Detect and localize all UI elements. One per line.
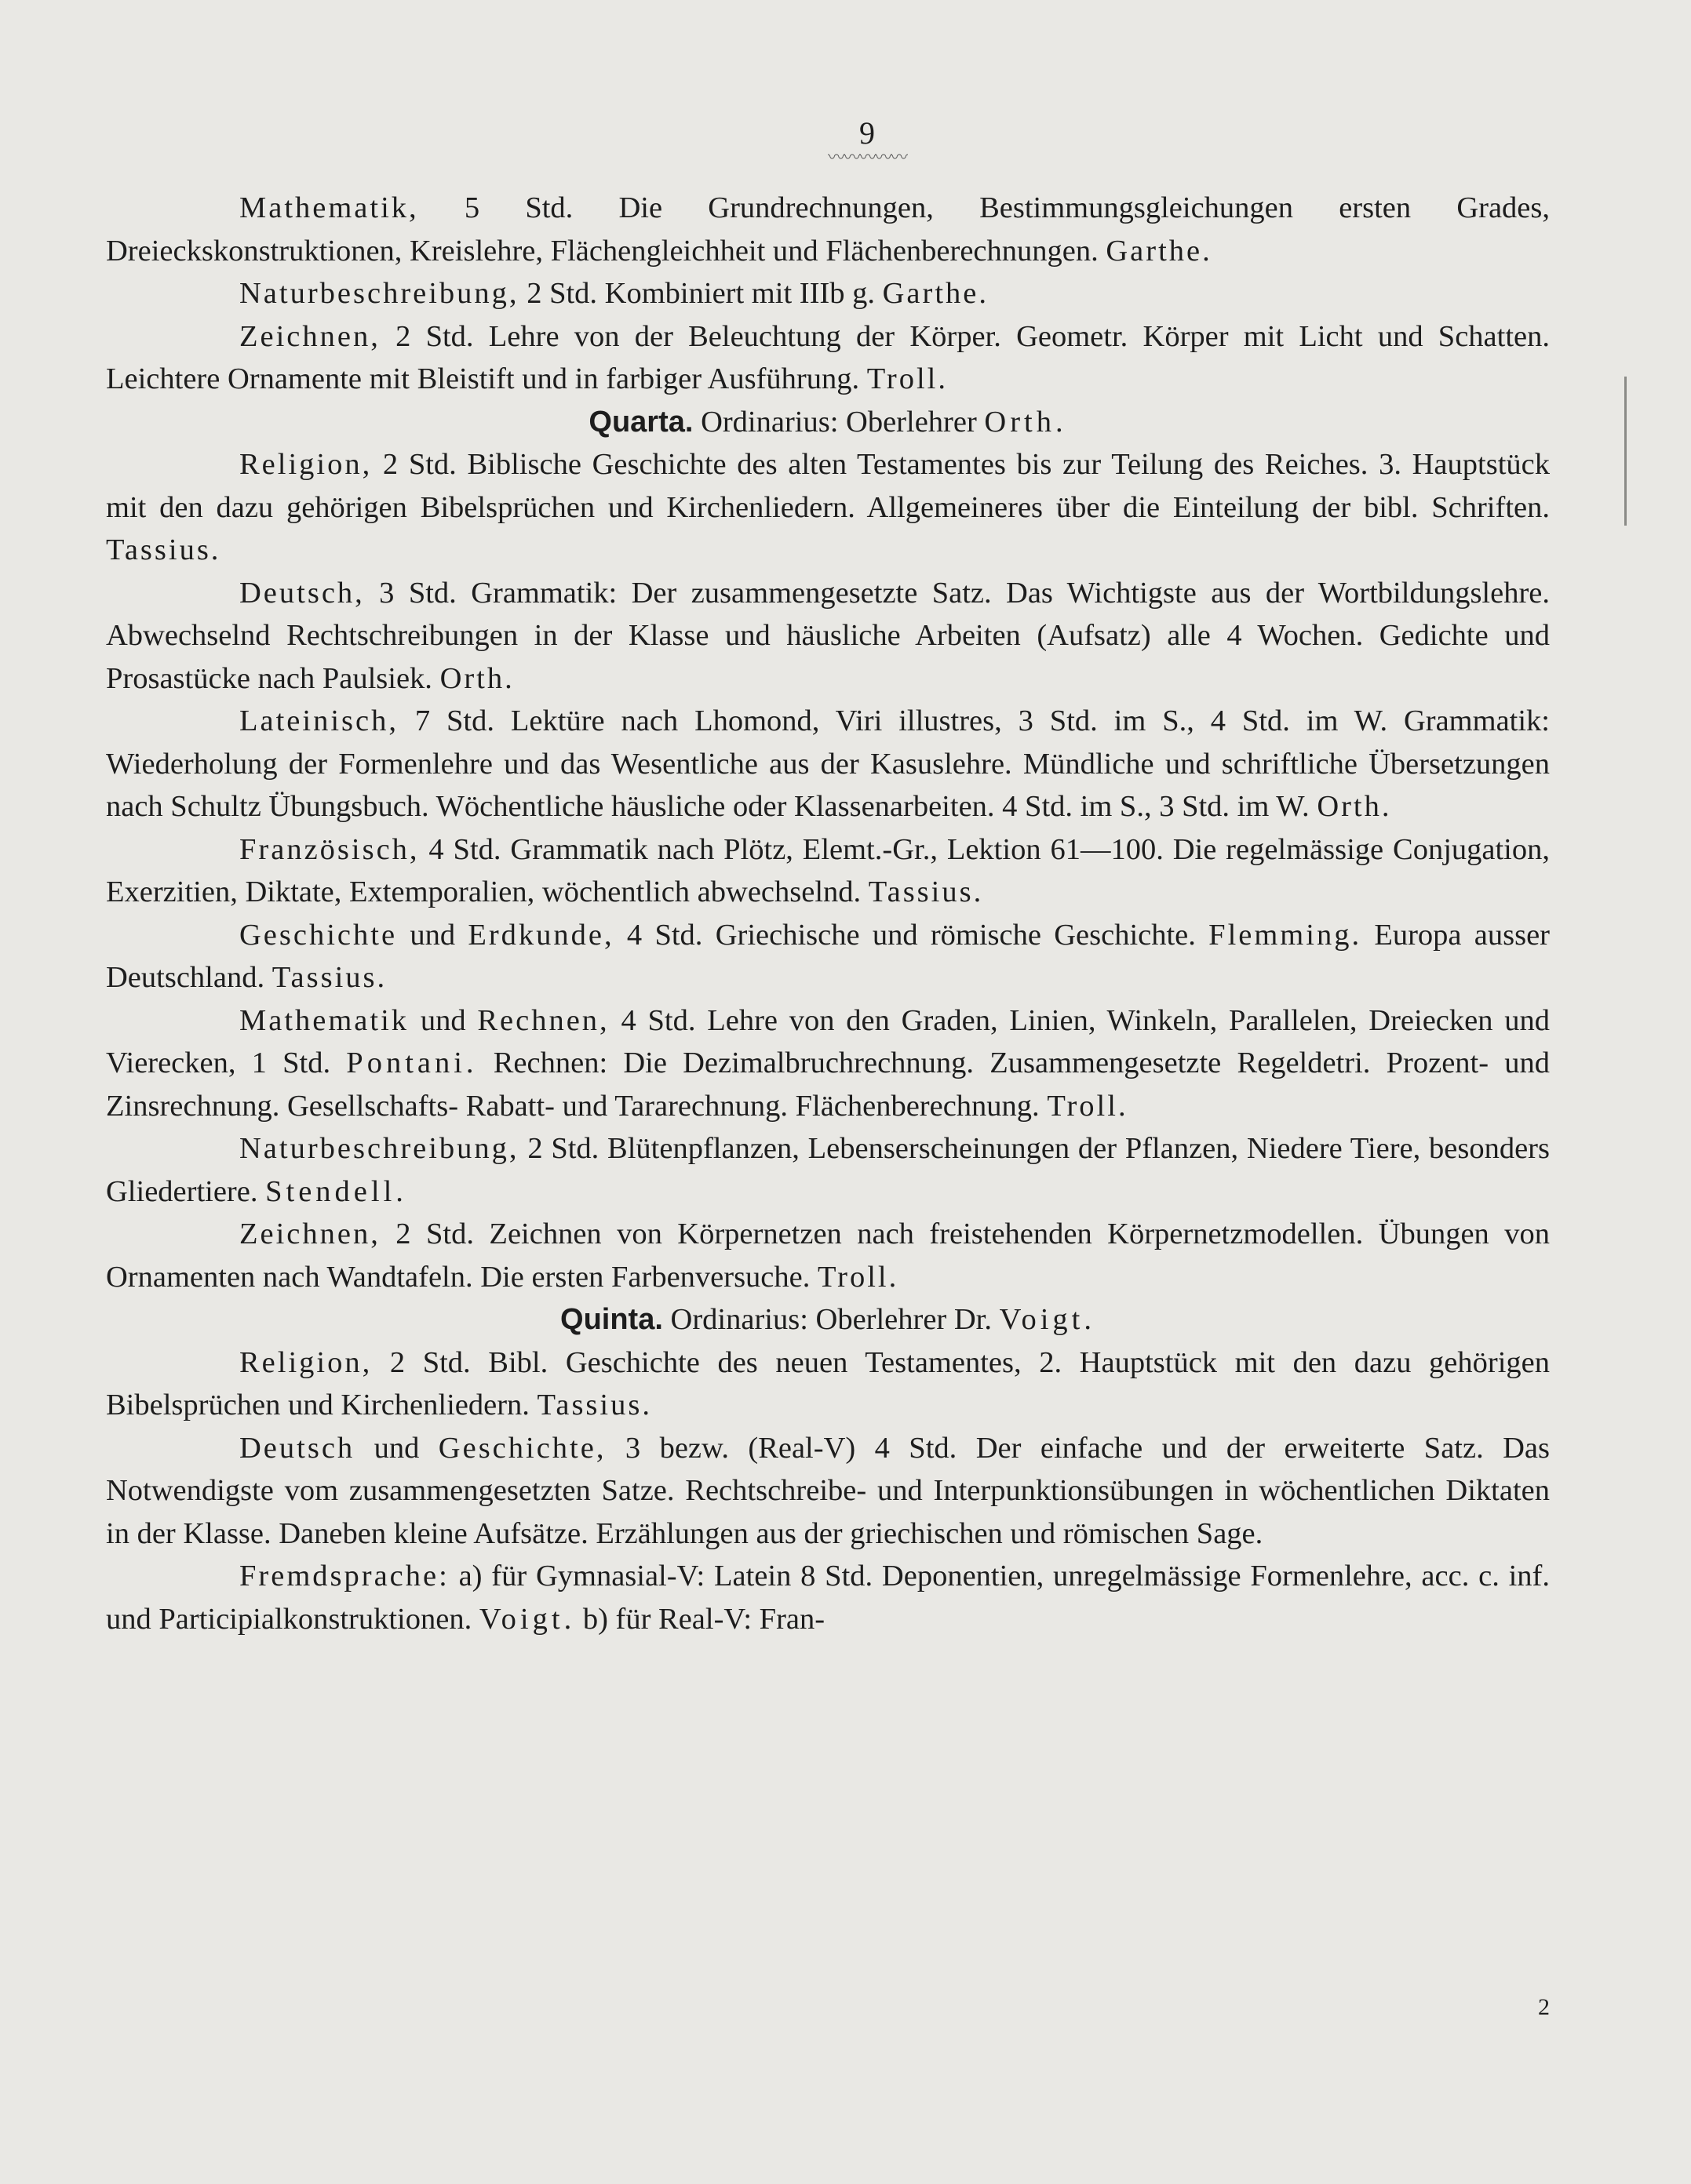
paragraph-zeichnen xyxy=(106,315,1550,401)
teacher-name: Orth. xyxy=(439,661,515,695)
paragraph-text: a) für Gymnasial-V: Latein 8 Std. Deponentien, unregelmässige Formenlehre, acc. c. inf. und Participialkonstruktionen. xyxy=(106,1560,1550,1636)
paragraph-franzoesisch xyxy=(106,828,1550,914)
subject: Geschichte xyxy=(239,918,398,952)
paragraph-deutsch xyxy=(106,572,1550,701)
paragraph-text: 2 Std. Blütenpflanzen, Lebenserscheinungen der Pflanzen, Niedere Tiere, besonders Gliedertiere. xyxy=(106,1132,1550,1208)
paragraph-text: 2 Std. Kombiniert mit IIIb g. xyxy=(519,277,883,310)
teacher-name: Orth. xyxy=(984,405,1067,439)
subject: Naturbeschreibung, xyxy=(239,277,519,310)
subject: Mathematik, xyxy=(239,191,419,224)
paragraph-naturbeschreibung xyxy=(106,272,1550,315)
subject: Deutsch, xyxy=(239,576,365,610)
paragraph-text: 4 Std. Lehre von den Graden, Linien, Winkeln, Parallelen, Dreiecken und Vierecken, 1 Std. xyxy=(106,1003,1550,1079)
teacher-name: Garthe. xyxy=(1106,234,1212,268)
class-name: Quarta. xyxy=(589,405,694,439)
teacher-name: Troll. xyxy=(866,362,948,395)
section-heading-quinta xyxy=(106,1298,1550,1341)
paragraph-religion-quinta xyxy=(106,1341,1550,1427)
paragraph-text: 3 bezw. (Real-V) 4 Std. Der einfache und der erweiterte Satz. Das Notwendigste vom zusammengesetzten Satze. Rechtschreibe- und Interpunktionsübungen in wöchentlichen Diktaten in der Klasse. Daneben kleine Aufsätze. Erzählungen aus der griechischen und römischen Sage. xyxy=(106,1431,1550,1550)
paragraph-text: 3 Std. Grammatik: Der zusammengesetzte Satz. Das Wichtigste aus der Wortbildungslehre. Abwechselnd Rechtschreibungen in der Klasse und häusliche Arbeiten (Aufsatz) alle 4 Wochen. Gedichte und Prosastücke nach Paulsiek. xyxy=(106,576,1550,695)
teacher-name: Flemming. xyxy=(1208,918,1362,952)
teacher-name: Tassius. xyxy=(868,875,984,908)
paragraph-text: 7 Std. Lektüre nach Lhomond, Viri illustres, 3 Std. im S., 4 Std. im W. Grammatik: Wiederholung der Formenlehre und das Wesentliche aus der Kasuslehre. Mündliche und schriftliche Übersetzungen nach Schultz Übungsbuch. Wöchentliche häusliche oder Klassenarbeiten. 4 Std. im S., 3 Std. im W. xyxy=(106,704,1550,823)
teacher-name: Orth. xyxy=(1317,790,1392,823)
subject: Zeichnen, xyxy=(239,319,381,353)
teacher-name: Pontani. xyxy=(346,1046,478,1079)
subject: Mathematik xyxy=(239,1003,410,1037)
teacher-name: Garthe. xyxy=(882,277,989,310)
subject: Lateinisch, xyxy=(239,704,399,737)
subject: Naturbeschreibung, xyxy=(239,1132,519,1165)
paragraph-text-secondary: Europa ausser Deutschland. xyxy=(106,918,1551,994)
body-text xyxy=(106,187,1550,1640)
paragraph-text: 2 Std. Zeichnen von Körpernetzen nach freistehenden Körpernetzmodellen. Übungen von Ornamenten nach Wandtafeln. Die ersten Farbenversuche. xyxy=(106,1218,1550,1294)
teacher-name-secondary: Troll. xyxy=(1047,1089,1128,1123)
conjunction: und xyxy=(355,1431,439,1465)
paragraph-geschichte-erdkunde xyxy=(106,914,1550,999)
subject-secondary: Rechnen, xyxy=(477,1003,610,1037)
teacher-name: Tassius. xyxy=(537,1389,652,1421)
paragraph-lateinisch xyxy=(106,700,1550,828)
paragraph-text: 4 Std. Grammatik nach Plötz, Elemt.-Gr., Lektion 61—100. Die regelmässige Conjugation, Exerzitien, Diktate, Extemporalien, wöchentlich abwechselnd. xyxy=(106,832,1550,908)
subject: Religion, xyxy=(239,448,373,481)
page-number-ornament: 〰〰〰〰〰 xyxy=(827,147,906,167)
subject: Fremdsprache: xyxy=(239,1560,450,1592)
ordinarius-label: Ordinarius: Oberlehrer xyxy=(693,405,985,439)
paragraph-text-secondary: Rechnen: Die Dezimalbruchrechnung. Zusammengesetzte Regeldetri. Prozent- und Zinsrechnung. Gesellschafts- Rabatt- und Tararechnung. Flächenberechnung. xyxy=(106,1046,1550,1123)
ordinarius-label: Ordinarius: Oberlehrer Dr. xyxy=(662,1303,1000,1336)
section-heading-quarta xyxy=(106,401,1550,444)
subject: Religion, xyxy=(239,1345,373,1379)
teacher-name: Voigt. xyxy=(479,1602,576,1636)
teacher-name: Voigt. xyxy=(999,1303,1095,1336)
subject-secondary: Geschichte, xyxy=(438,1431,607,1465)
signature-mark: 2 xyxy=(1538,1994,1550,2020)
conjunction: und xyxy=(397,918,468,952)
paragraph-fremdsprache xyxy=(106,1555,1550,1640)
paragraph-religion xyxy=(106,443,1550,572)
paragraph-mathematik xyxy=(106,187,1550,272)
paragraph-text: 5 Std. Die Grundrechnungen, Bestimmungsgleichungen ersten Grades, Dreieckskonstruktionen, Kreislehre, Flächengleichheit und Flächenberechnungen. xyxy=(106,191,1550,268)
paragraph-text: 4 Std. Griechische und römische Geschichte. xyxy=(614,918,1209,952)
subject: Deutsch xyxy=(239,1431,355,1465)
subject-secondary: Erdkunde, xyxy=(468,918,614,952)
paragraph-text: 2 Std. Bibl. Geschichte des neuen Testamentes, 2. Hauptstück mit den dazu gehörigen Bibelsprüchen und Kirchenliedern. xyxy=(106,1345,1550,1421)
paragraph-mathematik-rechnen xyxy=(106,999,1550,1128)
paragraph-zeichnen-quarta xyxy=(106,1213,1550,1298)
conjunction: und xyxy=(409,1003,478,1037)
page-number: 9 xyxy=(859,115,875,151)
teacher-name-secondary: Tassius. xyxy=(272,961,388,994)
paragraph-naturbeschreibung-quarta xyxy=(106,1127,1550,1213)
teacher-name: Stendell. xyxy=(265,1174,407,1208)
teacher-name: Tassius. xyxy=(106,533,221,566)
paragraph-text: 2 Std. Lehre von der Beleuchtung der Körper. Geometr. Körper mit Licht und Schatten. Leichtere Ornamente mit Bleistift und in farbiger Ausführung. xyxy=(106,319,1550,395)
paragraph-deutsch-geschichte xyxy=(106,1427,1550,1556)
paragraph-text: 2 Std. Biblische Geschichte des alten Testamentes bis zur Teilung des Reiches. 3. Hauptstück mit den dazu gehörigen Bibelsprüchen und Kirchenliedern. Allgemeineres über die Einteilung der bibl. Schriften. xyxy=(106,448,1550,524)
subject: Französisch, xyxy=(239,832,420,866)
paragraph-text-secondary: b) für Real-V: Fran- xyxy=(575,1602,825,1636)
subject: Zeichnen, xyxy=(239,1218,381,1250)
teacher-name: Troll. xyxy=(818,1260,899,1294)
class-name: Quinta. xyxy=(560,1303,663,1336)
scan-edge-line xyxy=(1624,377,1627,526)
